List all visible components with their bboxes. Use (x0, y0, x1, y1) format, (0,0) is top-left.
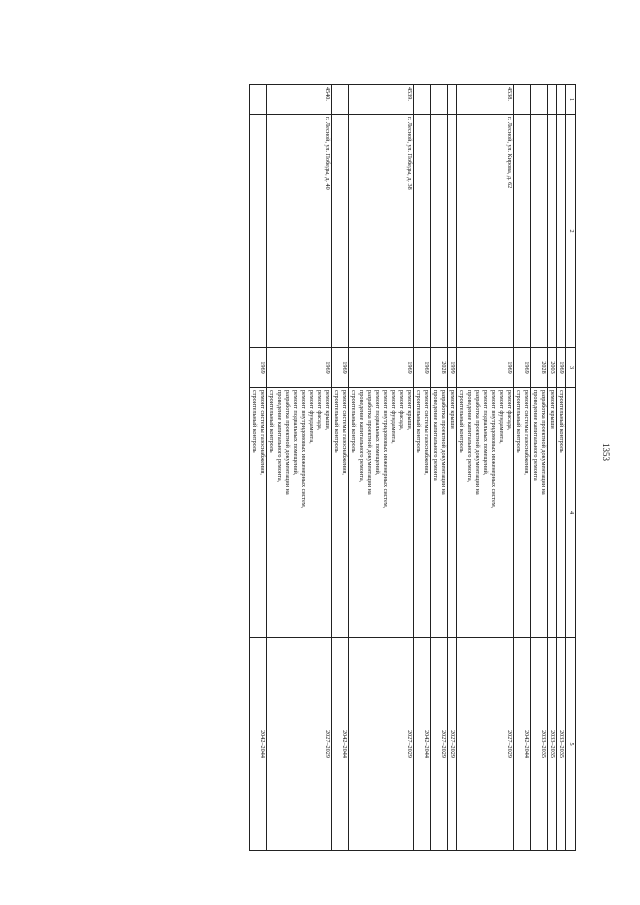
cell-address (548, 115, 557, 348)
cell-year: 1969 (250, 348, 267, 388)
work-line: ремонт фасада, (506, 390, 513, 431)
work-line: ремонт системы газоснабжения, (423, 390, 430, 475)
cell-num (448, 85, 457, 115)
cell-num: 4538. (457, 85, 514, 115)
cell-address (514, 115, 531, 348)
work-line: проведение капитального ремонта (432, 390, 439, 481)
cell-period: 2027–2029 (448, 638, 457, 851)
cell-period: 2033–2035 (548, 638, 557, 851)
cell-address (250, 115, 267, 348)
cell-work (250, 388, 267, 638)
cell-num (531, 85, 548, 115)
cell-address: г. Лесной, ул. Кирова, д. 62 (457, 115, 514, 348)
cell-num (548, 85, 557, 115)
cell-period: 2042–2044 (332, 638, 349, 851)
cell-work (557, 388, 566, 638)
cell-address (448, 115, 457, 348)
cell-work (531, 388, 548, 638)
cell-work (332, 388, 349, 638)
work-line: строительный контроль (251, 390, 258, 453)
cell-year: 1999 (448, 348, 457, 388)
cell-period: 2027–2029 (431, 638, 448, 851)
table-body (250, 85, 566, 851)
work-line: строительный контроль (515, 390, 522, 453)
cell-work (431, 388, 448, 638)
header-2: 2 (566, 115, 576, 348)
work-line: разработка проектной документации на (366, 390, 373, 495)
cell-period: 2027–2029 (457, 638, 514, 851)
work-line: проведение капитального ремонта, (466, 390, 473, 483)
cell-year: 2028 (431, 348, 448, 388)
work-line: строительный контроль (350, 390, 357, 453)
work-line: ремонт крыши (549, 390, 556, 429)
table-row (414, 85, 431, 851)
cell-work (457, 388, 514, 638)
work-line: ремонт системы газоснабжения, (341, 390, 348, 475)
cell-num (414, 85, 431, 115)
header-row (566, 85, 576, 851)
cell-work (514, 388, 531, 638)
work-line: разработка проектной документации на (440, 390, 447, 495)
work-line: разработка проектной документации на (474, 390, 481, 495)
cell-num (557, 85, 566, 115)
cell-year: 1969 (332, 348, 349, 388)
table-row (267, 85, 332, 851)
work-line: ремонт фасада, (316, 390, 323, 431)
cell-num: 4539. (349, 85, 414, 115)
work-line: ремонт подвальных помещений, (482, 390, 489, 476)
cell-year: 1969 (457, 348, 514, 388)
cell-year: 1969 (514, 348, 531, 388)
work-line: ремонт внутридомовых инженерных систем, (382, 390, 389, 509)
table-row (431, 85, 448, 851)
cell-year: 2003 (548, 348, 557, 388)
work-line: строительный контроль (268, 390, 275, 453)
cell-year: 1969 (414, 348, 431, 388)
work-line: ремонт системы газоснабжения, (523, 390, 530, 475)
work-line: строительный контроль (558, 390, 565, 453)
table-row (332, 85, 349, 851)
header-3: 3 (566, 348, 576, 388)
work-line: ремонт подвальных помещений, (292, 390, 299, 476)
cell-period: 2027–2029 (267, 638, 332, 851)
table-row (531, 85, 548, 851)
cell-address: г. Лесной, ул. Победы, д. 40 (267, 115, 332, 348)
table-row (349, 85, 414, 851)
cell-year: 1969 (557, 348, 566, 388)
work-line: ремонт системы газоснабжения, (259, 390, 266, 475)
work-line: разработка проектной документации на (540, 390, 547, 495)
cell-work (548, 388, 557, 638)
table-row (250, 85, 267, 851)
cell-num: 4540. (267, 85, 332, 115)
cell-address (531, 115, 548, 348)
work-line: ремонт внутридомовых инженерных систем, (490, 390, 497, 509)
cell-address (332, 115, 349, 348)
work-line: ремонт крыши, (324, 390, 331, 431)
work-line: ремонт фундамента, (390, 390, 397, 444)
schedule-table-wrapper (89, 84, 576, 850)
table-row (514, 85, 531, 851)
table-row (557, 85, 566, 851)
cell-address (431, 115, 448, 348)
work-line: проведение капитального ремонта (532, 390, 539, 481)
page-number: 1353 (601, 443, 611, 461)
cell-num (431, 85, 448, 115)
cell-year: 1969 (349, 348, 414, 388)
work-line: проведение капитального ремонта, (358, 390, 365, 483)
header-5: 5 (566, 638, 576, 851)
work-line: ремонт фундамента, (498, 390, 505, 444)
cell-address (414, 115, 431, 348)
work-line: разработка проектной документации на (284, 390, 291, 495)
cell-period: 2042–2044 (514, 638, 531, 851)
cell-work (267, 388, 332, 638)
work-line: проведение капитального ремонта, (276, 390, 283, 483)
cell-period: 2042–2044 (250, 638, 267, 851)
header-1: 1 (566, 85, 576, 115)
work-line: ремонт крыши, (406, 390, 413, 431)
work-line: строительный контроль (415, 390, 422, 453)
table-row (448, 85, 457, 851)
cell-num (332, 85, 349, 115)
table-row (457, 85, 514, 851)
work-line: ремонт фундамента, (308, 390, 315, 444)
cell-year: 1969 (267, 348, 332, 388)
cell-period: 2027–2029 (349, 638, 414, 851)
work-line: ремонт фасада, (398, 390, 405, 431)
cell-year: 2028 (531, 348, 548, 388)
cell-work (414, 388, 431, 638)
cell-num (514, 85, 531, 115)
work-line: ремонт подвальных помещений, (374, 390, 381, 476)
cell-address: г. Лесной, ул. Победы, д. 38 (349, 115, 414, 348)
work-line: ремонт крыши (449, 390, 456, 429)
header-4: 4 (566, 388, 576, 638)
work-line: строительный контроль (333, 390, 340, 453)
table-row (548, 85, 557, 851)
cell-period: 2033–2035 (531, 638, 548, 851)
cell-address (557, 115, 566, 348)
cell-period: 2042–2044 (414, 638, 431, 851)
schedule-table (249, 84, 576, 851)
cell-period: 2033–2035 (557, 638, 566, 851)
cell-work (448, 388, 457, 638)
work-line: ремонт внутридомовых инженерных систем, (300, 390, 307, 509)
cell-work (349, 388, 414, 638)
work-line: строительный контроль (458, 390, 465, 453)
cell-num (250, 85, 267, 115)
